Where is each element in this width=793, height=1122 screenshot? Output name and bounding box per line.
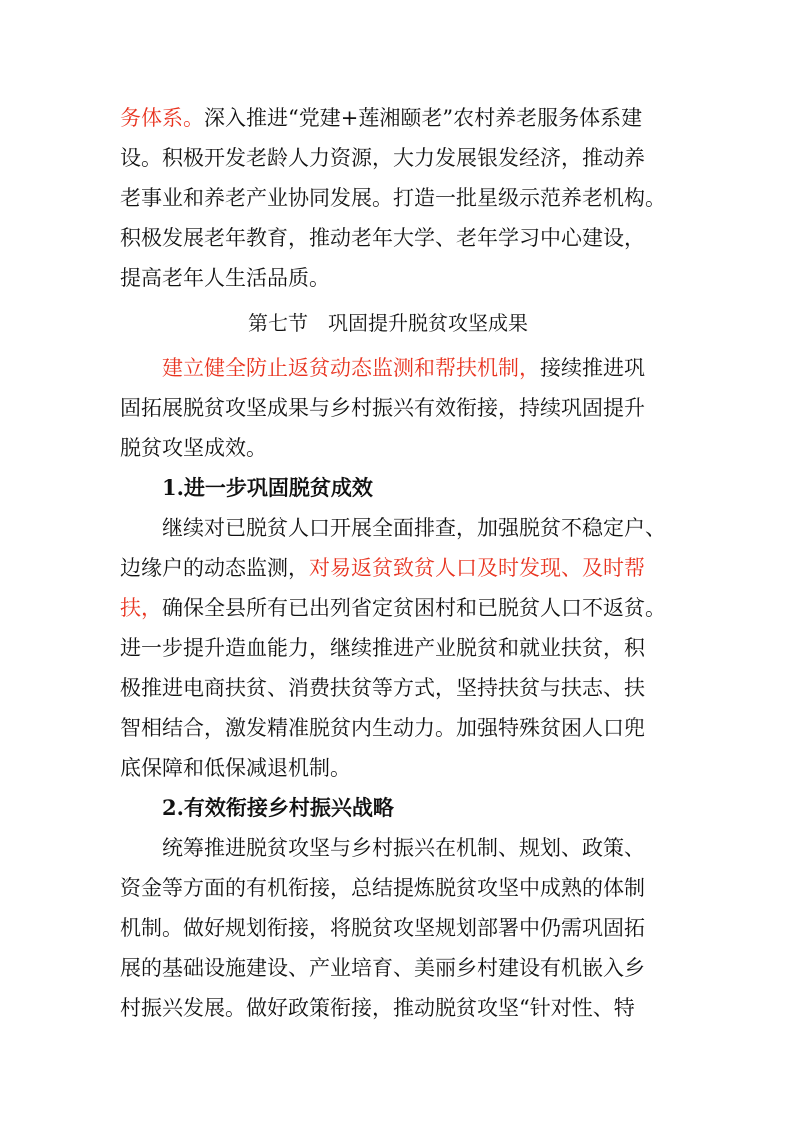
body-text: 固拓展脱贫攻坚成果与乡村振兴有效衔接，持续巩固提升 xyxy=(120,396,645,420)
body-text: 确保全县所有已出列省定贫困村和已脱贫人口不返贫。 xyxy=(162,596,666,620)
paragraph-line xyxy=(120,181,793,215)
body-text: 提高老年人生活品质。 xyxy=(120,266,330,290)
paragraph-line xyxy=(120,261,793,295)
section-title: 第七节 巩固提升脱贫攻坚成果 xyxy=(248,311,528,335)
paragraph-line xyxy=(162,511,793,545)
body-text: 进一步提升造血能力，继续推进产业脱贫和就业扶贫，积 xyxy=(120,636,645,660)
body-text: 极推进电商扶贫、消费扶贫等方式，坚持扶贫与扶志、扶 xyxy=(120,676,645,700)
paragraph-line xyxy=(120,751,793,785)
body-text: 机制。做好规划衔接，将脱贫攻坚规划部署中仍需巩固拓 xyxy=(120,916,645,940)
paragraph-line xyxy=(162,831,793,865)
body-text: 村振兴发展。做好政策衔接，推动脱贫攻坚“针对性、特 xyxy=(120,996,635,1020)
body-text: 边缘户的动态监测， xyxy=(120,556,309,580)
paragraph-line xyxy=(120,951,793,985)
body-text: 老事业和养老产业协同发展。打造一批星级示范养老机构。 xyxy=(120,186,666,210)
paragraph-line xyxy=(120,141,793,175)
highlighted-text: 对易返贫致贫人口及时发现、及时帮 xyxy=(309,556,645,580)
body-text: 统筹推进脱贫攻坚与乡村振兴在机制、规划、政策、 xyxy=(162,836,645,860)
paragraph-line xyxy=(120,221,793,255)
body-text: 智相结合，激发精准脱贫内生动力。加强特殊贫困人口兜 xyxy=(120,716,645,740)
body-text: 展的基础设施建设、产业培育、美丽乡村建设有机嵌入乡 xyxy=(120,956,645,980)
paragraph-line xyxy=(120,911,793,945)
body-text: 资金等方面的有机衔接，总结提炼脱贫攻坚中成熟的体制 xyxy=(120,876,645,900)
paragraph-line xyxy=(120,591,793,625)
paragraph-line xyxy=(120,101,793,135)
paragraph-line xyxy=(120,431,793,465)
body-text: 深入推进“党建+莲湘颐老”农村养老服务体系建 xyxy=(204,106,643,130)
paragraph-line xyxy=(120,711,793,745)
body-text: 积极发展老年教育，推动老年大学、老年学习中心建设， xyxy=(120,226,645,250)
paragraph-line xyxy=(120,991,793,1025)
body-text: 接续推进巩 xyxy=(540,356,645,380)
paragraph-line xyxy=(120,551,793,585)
paragraph-line xyxy=(120,391,793,425)
body-text: 继续对已脱贫人口开展全面排查，加强脱贫不稳定户、 xyxy=(162,516,666,540)
paragraph-line xyxy=(120,671,793,705)
highlighted-text: 建立健全防止返贫动态监测和帮扶机制， xyxy=(162,356,540,380)
subheading: 1.进一步巩固脱贫成效 xyxy=(162,475,373,500)
body-text: 底保障和低保减退机制。 xyxy=(120,756,351,780)
highlighted-text: 务体系。 xyxy=(120,106,204,130)
body-text: 设。积极开发老龄人力资源，大力发展银发经济，推动养 xyxy=(120,146,645,170)
highlighted-text: 扶， xyxy=(120,596,162,620)
body-text: 脱贫攻坚成效。 xyxy=(120,436,267,460)
subheading: 2.有效衔接乡村振兴战略 xyxy=(162,795,394,820)
paragraph-line xyxy=(120,631,793,665)
paragraph-line xyxy=(162,351,793,385)
paragraph-line xyxy=(120,871,793,905)
